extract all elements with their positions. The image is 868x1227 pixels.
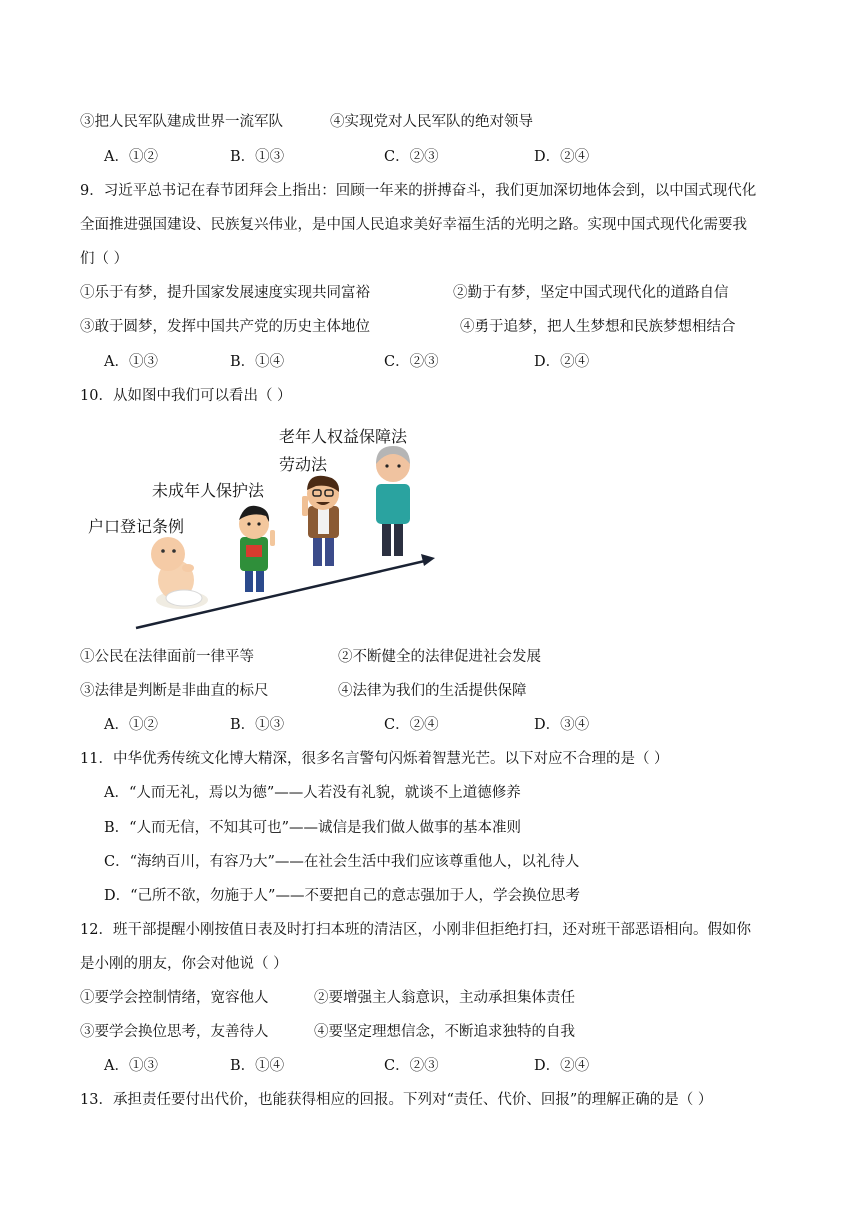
label-labor-law: 劳动法	[279, 455, 328, 474]
q10-option-a: A．①②	[104, 717, 158, 733]
arrow-head-icon	[421, 554, 435, 566]
label-household-registration: 户口登记条例	[88, 517, 185, 536]
q9-stem-line-1: 9．习近平总书记在春节团拜会上指出：回顾一年来的拼搏奋斗，我们更加深切地体会到，以中国式现代化	[80, 183, 757, 199]
q9-statement-2: ②勤于有梦，坚定中国式现代化的道路自信	[453, 285, 729, 301]
q11-stem: 11．中华优秀传统文化博大精深，很多名言警句闪烁着智慧光芒。以下对应不合理的是（ ）	[80, 751, 669, 767]
q9-option-a: A．①③	[104, 354, 158, 370]
q12-statement-4: ④要坚定理想信念，不断追求独特的自我	[314, 1024, 575, 1040]
q10-option-d: D．③④	[534, 717, 590, 733]
q9-stem-line-3: 们（ ）	[80, 251, 129, 267]
q9-stem-line-2: 全面推进强国建设、民族复兴伟业，是中国人民追求美好幸福生活的光明之路。实现中国式现代化需要我	[80, 217, 747, 233]
label-minor-protection-law: 未成年人保护法	[152, 481, 265, 500]
q8-option-c: C．②③	[384, 149, 439, 165]
q12-option-b: B．①④	[230, 1058, 285, 1074]
q11-choice-c: C．“海纳百川，有容乃大”——在社会生活中我们应该尊重他人，以礼待人	[104, 854, 580, 870]
q9-option-c: C．②③	[384, 354, 439, 370]
q9-option-d: D．②④	[534, 354, 590, 370]
q12-option-d: D．②④	[534, 1058, 590, 1074]
q12-statement-3: ③要学会换位思考，友善待人	[80, 1024, 269, 1040]
q10-statement-3: ③法律是判断是非曲直的标尺	[80, 683, 269, 699]
q13-stem: 13．承担责任要付出代价，也能获得相应的回报。下列对“责任、代价、回报”的理解正确的是（ ）	[80, 1092, 713, 1108]
q8-option-a: A．①②	[104, 149, 158, 165]
q12-statement-1: ①要学会控制情绪，宽容他人	[80, 990, 269, 1006]
q11-choice-d: D．“己所不欲，勿施于人”——不要把自己的意志强加于人，学会换位思考	[104, 888, 580, 904]
q11-choice-b: B．“人而无信，不知其可也”——诚信是我们做人做事的基本准则	[104, 820, 521, 836]
q10-statement-1: ①公民在法律面前一律平等	[80, 649, 254, 665]
q10-statement-4: ④法律为我们的生活提供保障	[338, 683, 527, 699]
q12-stem-line-2: 是小刚的朋友，你会对他说（ ）	[80, 956, 288, 972]
q10-stem: 10．从如图中我们可以看出（ ）	[80, 388, 292, 404]
q12-statement-2: ②要增强主人翁意识，主动承担集体责任	[314, 990, 575, 1006]
elderly-icon	[376, 446, 410, 556]
q9-statement-3: ③敢于圆梦，发挥中国共产党的历史主体地位	[80, 319, 370, 335]
q8-statement-3: ③把人民军队建成世界一流军队	[80, 114, 283, 130]
label-elderly-rights-law: 老年人权益保障法	[279, 427, 408, 446]
q11-choice-a: A．“人而无礼，焉以为德”——人若没有礼貌，就谈不上道德修养	[104, 785, 521, 801]
child-icon	[239, 506, 275, 592]
q8-statement-4: ④实现党对人民军队的绝对领导	[330, 114, 533, 130]
q10-option-b: B．①③	[230, 717, 285, 733]
q12-stem-line-1: 12．班干部提醒小刚按值日表及时打扫本班的清洁区，小刚非但拒绝打扫，还对班干部恶语相向。假如你	[80, 922, 751, 938]
q12-option-c: C．②③	[384, 1058, 439, 1074]
adult-icon	[302, 476, 339, 566]
q8-option-b: B．①③	[230, 149, 285, 165]
q10-figure	[84, 420, 444, 635]
q10-option-c: C．②④	[384, 717, 439, 733]
q9-option-b: B．①④	[230, 354, 285, 370]
baby-icon	[151, 537, 208, 609]
q12-option-a: A．①③	[104, 1058, 158, 1074]
q9-statement-4: ④勇于追梦，把人生梦想和民族梦想相结合	[460, 319, 736, 335]
q10-statement-2: ②不断健全的法律促进社会发展	[338, 649, 541, 665]
q9-statement-1: ①乐于有梦，提升国家发展速度实现共同富裕	[80, 285, 370, 301]
q8-option-d: D．②④	[534, 149, 590, 165]
